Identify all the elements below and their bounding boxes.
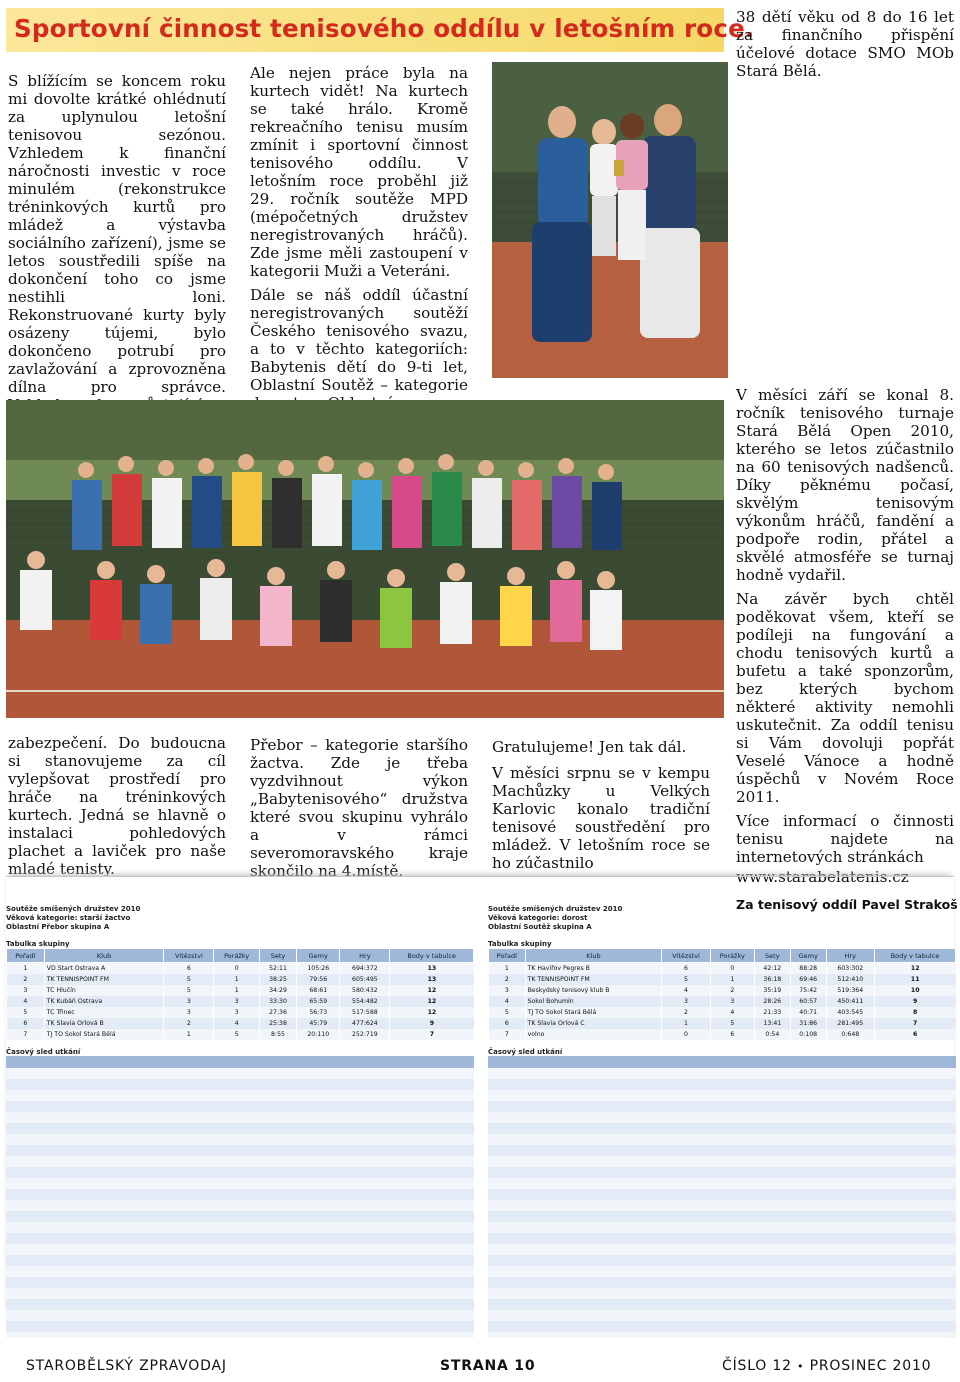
- table-cell: 0: [710, 963, 754, 975]
- col-header: Gemy: [297, 949, 340, 963]
- table-cell: 5: [214, 1029, 260, 1040]
- col-header: Sety: [259, 949, 296, 963]
- table-cell: 42:12: [754, 963, 790, 975]
- table-cell: 52:11: [259, 963, 296, 975]
- paragraph: Gratulujeme! Jen tak dál.: [492, 738, 687, 756]
- table-cell: 25:38: [259, 1018, 296, 1029]
- website-link[interactable]: www.starabelatenis.cz: [736, 868, 909, 886]
- table-cell: TK Slavia Orlová B: [44, 1018, 164, 1029]
- table-cell: 34:29: [259, 985, 296, 996]
- table-cell: 403:545: [826, 1007, 874, 1018]
- table-cell: 0:648: [826, 1029, 874, 1040]
- table-cell: 33:30: [259, 996, 296, 1007]
- article-title: Sportovní činnost tenisového oddílu v letošním roce.: [14, 14, 755, 43]
- paragraph: zabezpečení. Do budoucna si stanovujeme za cíl vylepšovat prostředí pro hráče na tréninkových kurtech. Jedná se hlavně o instalaci pohledových plachet a laviček pro naše mladé tenisty.: [8, 734, 226, 878]
- col-header: Porážky: [214, 949, 260, 963]
- table-cell: 1: [164, 1029, 214, 1040]
- table-cell: 5: [164, 974, 214, 985]
- table-cell: 7: [489, 1029, 526, 1040]
- table-cell: Beskydský tenisový klub B: [525, 985, 662, 996]
- table-cell: 6: [164, 963, 214, 975]
- table-cell: 7: [7, 1029, 45, 1040]
- table-cell: 5: [489, 1007, 526, 1018]
- standings-table-a: [6, 948, 474, 1040]
- table-cell: 6: [662, 963, 710, 975]
- table-cell: Sokol Bohumín: [525, 996, 662, 1007]
- table-cell: 3: [214, 1007, 260, 1018]
- league-b-schedule-title: Časový sled utkání: [488, 1048, 563, 1056]
- table-cell: 8: [874, 1007, 955, 1018]
- table-cell: 6: [489, 1018, 526, 1029]
- col-header: Sety: [754, 949, 790, 963]
- table-cell: 38:25: [259, 974, 296, 985]
- table-row: [7, 974, 474, 985]
- photo-trophy: [492, 62, 728, 378]
- table-cell: 13: [390, 963, 474, 975]
- table-cell: TJ TO Sokol Stará Bělá: [44, 1029, 164, 1040]
- signature: Za tenisový oddíl Pavel Strakoš: [736, 897, 958, 912]
- table-cell: 450:411: [826, 996, 874, 1007]
- table-row: [7, 1007, 474, 1018]
- table-cell: 9: [874, 996, 955, 1007]
- column-2-bottom: [250, 736, 468, 880]
- table-cell: 13: [390, 974, 474, 985]
- table-cell: 6: [874, 1029, 955, 1040]
- table-cell: 1: [7, 963, 45, 975]
- table-row: [489, 1018, 956, 1029]
- table-cell: 603:302: [826, 963, 874, 975]
- table-cell: 694:372: [340, 963, 390, 975]
- col-header: Body v tabulce: [390, 949, 474, 963]
- table-cell: 1: [662, 1018, 710, 1029]
- column-2-top: [250, 64, 468, 412]
- league-a-schedule-title: Časový sled utkání: [6, 1048, 81, 1056]
- paragraph: 38 dětí věku od 8 do 16 let za finančního přispění účelové dotace SMO MOb Stará Bělá.: [736, 8, 954, 80]
- table-row: [7, 1029, 474, 1040]
- table-cell: 27:36: [259, 1007, 296, 1018]
- table-cell: 3: [214, 996, 260, 1007]
- table-cell: TK Kubáň Ostrava: [44, 996, 164, 1007]
- table-cell: TK TENNISPOINT FM: [525, 974, 662, 985]
- table-cell: 477:624: [340, 1018, 390, 1029]
- table-cell: 0: [214, 963, 260, 975]
- table-cell: 36:18: [754, 974, 790, 985]
- table-cell: 12: [390, 985, 474, 996]
- table-cell: 31:86: [790, 1018, 826, 1029]
- table-row: [7, 1018, 474, 1029]
- table-cell: TC Hlučín: [44, 985, 164, 996]
- table-cell: 40:71: [790, 1007, 826, 1018]
- table-cell: 3: [489, 985, 526, 996]
- paragraph: Dále se náš oddíl účastní neregistrovaných soutěží Českého tenisového svazu, a to v těchto kategoriích: Babytenis dětí do 9-ti let, Oblastní Soutěž – kategorie: [250, 286, 468, 394]
- standings-table-b: [488, 948, 956, 1040]
- col-header: Hry: [826, 949, 874, 963]
- photo-group: [6, 400, 724, 718]
- column-4-top: [736, 8, 954, 80]
- paragraph: Na závěr bych chtěl poděkovat všem, kteří se podíleji na fungování a chodu tenisových kurtů a bufetu a také sponzorům, bez kterých bychom některé aktivity nemohli uskutečnit. Za oddíl tenisu si Vám dovoluji popřát Veselé Vánoce a hodně úspěchů v Novém Roce 2011.: [736, 590, 954, 806]
- table-cell: 605:495: [340, 974, 390, 985]
- column-3-bottom: [492, 738, 710, 872]
- table-row: [489, 963, 956, 975]
- table-cell: TK Havířov Pegres B: [525, 963, 662, 975]
- table-cell: 7: [874, 1018, 955, 1029]
- league-tables: [6, 876, 958, 1321]
- table-cell: VD Start Ostrava A: [44, 963, 164, 975]
- table-cell: 20:110: [297, 1029, 340, 1040]
- table-cell: 3: [662, 996, 710, 1007]
- col-header: Pořadí: [7, 949, 45, 963]
- table-cell: 68:61: [297, 985, 340, 996]
- col-header: Klub: [525, 949, 662, 963]
- table-cell: 4: [489, 996, 526, 1007]
- table-cell: 0:54: [754, 1029, 790, 1040]
- table-cell: 2: [662, 1007, 710, 1018]
- table-cell: 3: [164, 1007, 214, 1018]
- table-cell: 8:55: [259, 1029, 296, 1040]
- paragraph: Přebor – kategorie staršího žactva. Zde je třeba vyzdvihnout výkon „Babytenisového“ družstva které svou skupinu vyhrálo a v rámci severomoravského kraje skončilo na 4.místě.: [250, 736, 468, 880]
- table-cell: 580:432: [340, 985, 390, 996]
- photo-trophy-illustration: [492, 62, 728, 378]
- league-a-schedule: [6, 1056, 474, 1338]
- paragraph: V měsíci srpnu se v kempu Machůzky u Velkých Karlovic konalo tradiční tenisové soustředění pro mládež. V letošním roce se ho zúčastnilo: [492, 764, 710, 872]
- table-cell: 519:364: [826, 985, 874, 996]
- footer-date: PROSINEC 2010: [809, 1358, 932, 1374]
- table-cell: 1: [214, 974, 260, 985]
- table-cell: 6: [7, 1018, 45, 1029]
- table-cell: 28:26: [754, 996, 790, 1007]
- table-cell: 2: [7, 974, 45, 985]
- table-cell: TK TENNISPOINT FM: [44, 974, 164, 985]
- footer-bullet: •: [797, 1360, 805, 1373]
- table-cell: 252:719: [340, 1029, 390, 1040]
- table-cell: 1: [214, 985, 260, 996]
- league-a-header-1: Soutěže smíšených družstev 2010: [6, 905, 141, 913]
- table-cell: 3: [710, 996, 754, 1007]
- footer-left: STAROBĚLSKÝ ZPRAVODAJ: [26, 1358, 227, 1374]
- league-table-b: [488, 905, 956, 1338]
- league-b-schedule: [488, 1056, 956, 1338]
- table-cell: 1: [710, 974, 754, 985]
- table-cell: 5: [7, 1007, 45, 1018]
- table-cell: 281:495: [826, 1018, 874, 1029]
- table-cell: 6: [710, 1029, 754, 1040]
- table-cell: 11: [874, 974, 955, 985]
- table-cell: 1: [489, 963, 526, 975]
- col-header: Vítězství: [662, 949, 710, 963]
- paragraph: S blížícím se koncem roku mi dovolte krátké ohlédnutí za uplynulou letošní tenisovou sezónou. Vzhledem k finanční náročnosti investic v roce minulém (rekonstrukce tréninkových kurtů pro mládež a výstavba sociálního zařízení), jsme se letos soustředili spíše na dokončení toho co jsme nestihli loni. Rekonstruované kurty byly osázeny tújemi, bylo dokončeno potrubí pro zavlažování a zprovozněna dílna pro správce.: [8, 72, 226, 396]
- table-cell: 79:56: [297, 974, 340, 985]
- table-cell: 21:33: [754, 1007, 790, 1018]
- table-row: [489, 996, 956, 1007]
- table-cell: 517:588: [340, 1007, 390, 1018]
- table-cell: 4: [7, 996, 45, 1007]
- league-a-header-2: Věková kategorie: starší žactvo: [6, 914, 131, 922]
- table-cell: 105:26: [297, 963, 340, 975]
- league-b-header-3: Oblastní Soutěž skupina A: [488, 923, 592, 931]
- table-cell: 512:410: [826, 974, 874, 985]
- table-cell: 2: [489, 974, 526, 985]
- table-cell: 45:79: [297, 1018, 340, 1029]
- table-cell: 4: [710, 1007, 754, 1018]
- table-cell: 75:42: [790, 985, 826, 996]
- paragraph: V měsíci září se konal 8. ročník tenisového turnaje Stará Bělá Open 2010, kterého se letos zúčastnilo na 60 tenisových nadšenců. Díky pěknému počasí, skvělým tenisovým výkonům hráčů, fandění a podpoře rodin, přátel a skvělé atmosféře se turnaj hodně vydařil.: [736, 386, 954, 584]
- table-cell: TJ TO Sokol Stará Bělá: [525, 1007, 662, 1018]
- table-cell: 4: [214, 1018, 260, 1029]
- col-header: Pořadí: [489, 949, 526, 963]
- league-a-header-3: Oblastní Přebor skupina A: [6, 923, 110, 931]
- table-cell: 554:482: [340, 996, 390, 1007]
- table-cell: 3: [164, 996, 214, 1007]
- league-b-header-1: Soutěže smíšených družstev 2010: [488, 905, 623, 913]
- paragraph: Ale nejen práce byla na kurtech vidět! Na kurtech se také hrálo. Kromě rekreačního tenisu musím zmínit i sportovní činnost tenisového oddílu. V letošním roce proběhl již 29. ročník soutěže MPD (mépočetných družstev neregistrovaných hráčů). Zde jsme měli zastoupení v kategorii Muži a Veteráni.: [250, 64, 468, 280]
- column-4-middle: [736, 386, 958, 914]
- table-cell: 0: [662, 1029, 710, 1040]
- table-cell: 12: [874, 963, 955, 975]
- footer-issue: ČÍSLO 12: [722, 1358, 792, 1374]
- table-cell: TC Třinec: [44, 1007, 164, 1018]
- table-cell: 35:19: [754, 985, 790, 996]
- table-cell: 13:41: [754, 1018, 790, 1029]
- table-row: [489, 1007, 956, 1018]
- table-cell: 69:46: [790, 974, 826, 985]
- table-row: [7, 963, 474, 975]
- table-cell: 5: [662, 974, 710, 985]
- col-header: Porážky: [710, 949, 754, 963]
- table-cell: 4: [662, 985, 710, 996]
- table-row: [7, 985, 474, 996]
- league-b-table-title: Tabulka skupiny: [488, 940, 552, 948]
- table-cell: 7: [390, 1029, 474, 1040]
- table-cell: 5: [710, 1018, 754, 1029]
- table-cell: 2: [164, 1018, 214, 1029]
- table-cell: 60:57: [790, 996, 826, 1007]
- col-header: Gemy: [790, 949, 826, 963]
- table-cell: 12: [390, 996, 474, 1007]
- table-cell: 10: [874, 985, 955, 996]
- table-cell: TK Slavia Orlová C: [525, 1018, 662, 1029]
- league-b-header-2: Věková kategorie: dorost: [488, 914, 588, 922]
- table-cell: 88:28: [790, 963, 826, 975]
- table-cell: 2: [710, 985, 754, 996]
- table-cell: 3: [7, 985, 45, 996]
- table-cell: 5: [164, 985, 214, 996]
- table-cell: 9: [390, 1018, 474, 1029]
- table-row: [489, 974, 956, 985]
- column-1-bottom: [8, 734, 226, 878]
- table-cell: 65:59: [297, 996, 340, 1007]
- table-row: [489, 1029, 956, 1040]
- table-cell: 12: [390, 1007, 474, 1018]
- photo-group-illustration: [6, 400, 724, 718]
- table-row: [7, 996, 474, 1007]
- footer-page-number: STRANA 10: [440, 1358, 536, 1374]
- table-cell: 56:73: [297, 1007, 340, 1018]
- col-header: Klub: [44, 949, 164, 963]
- table-cell: 0:108: [790, 1029, 826, 1040]
- footer-right: [722, 1358, 931, 1378]
- table-row: [489, 985, 956, 996]
- table-cell: volno: [525, 1029, 662, 1040]
- col-header: Body v tabulce: [874, 949, 955, 963]
- paragraph: Více informací o činnosti tenisu najdete na internetových stránkách: [736, 812, 954, 866]
- col-header: Hry: [340, 949, 390, 963]
- league-a-table-title: Tabulka skupiny: [6, 940, 70, 948]
- league-table-a: [6, 905, 474, 1338]
- col-header: Vítězství: [164, 949, 214, 963]
